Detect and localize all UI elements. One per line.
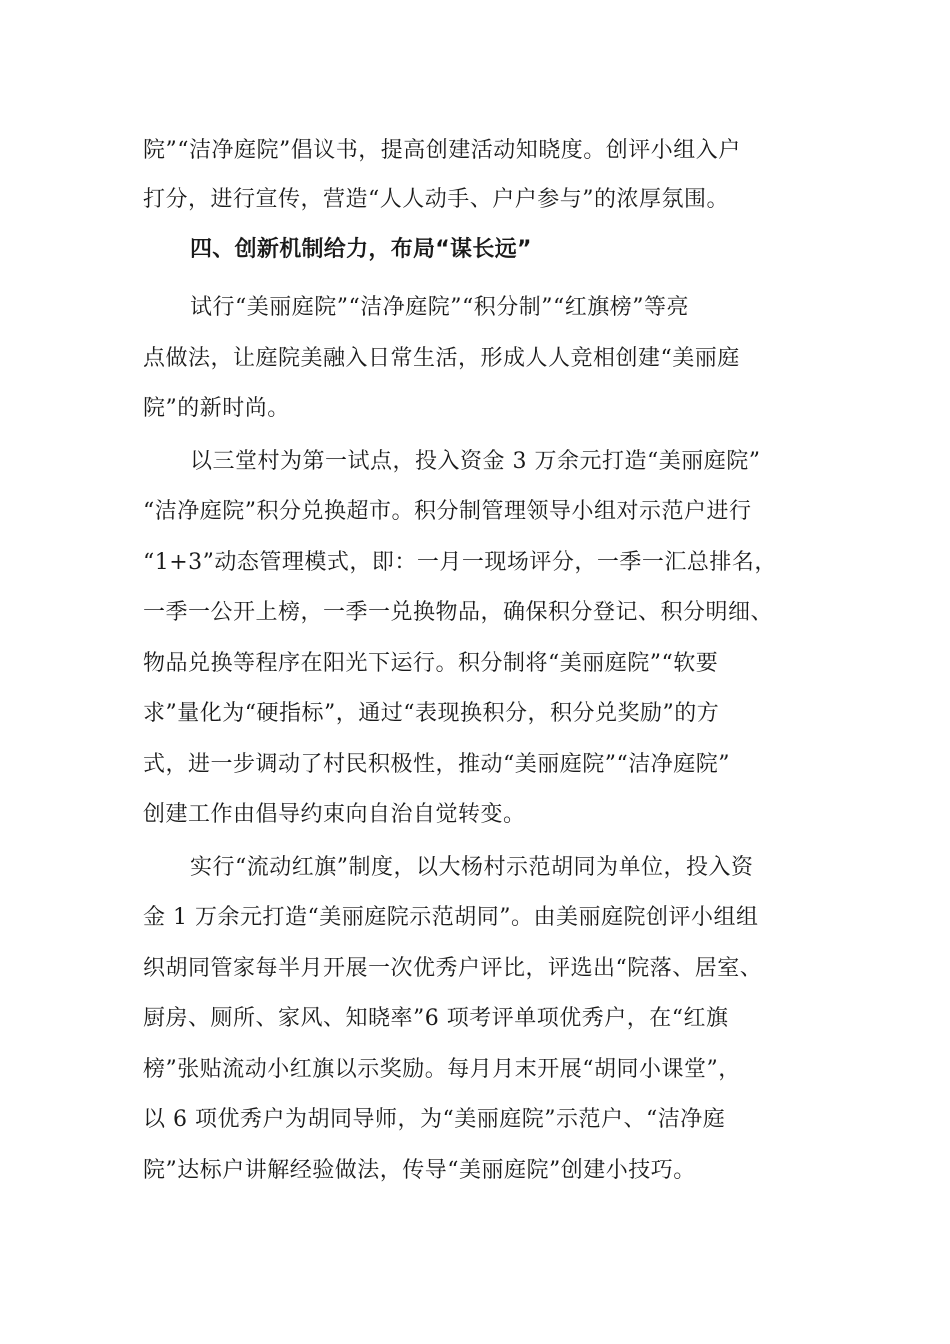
paragraph-4-line-3: 织胡同管家每半月开展一次优秀户评比，评选出“院落、居室、 [143, 956, 763, 981]
paragraph-3-line-8: 创建工作由倡导约束向自治自觉转变。 [143, 802, 526, 827]
paragraph-4-line-2: 金 1 万余元打造“美丽庭院示范胡同”。由美丽庭院创评小组组 [143, 905, 759, 930]
paragraph-4-line-4: 厨房、厕所、家风、知晓率”6 项考评单项优秀户，在“红旗 [143, 1006, 729, 1031]
paragraph-1-line-2: 打分，进行宣传，营造“人人动手、户户参与”的浓厚氛围。 [143, 187, 729, 212]
paragraph-4-line-5: 榜”张贴流动小红旗以示奖励。每月月末开展“胡同小课堂”， [143, 1057, 741, 1082]
paragraph-3-line-7: 式，进一步调动了村民积极性，推动“美丽庭院”“洁净庭院” [143, 752, 730, 777]
paragraph-3-line-5: 物品兑换等程序在阳光下运行。积分制将“美丽庭院”“软要 [143, 651, 719, 676]
paragraph-2-line-3: 院”的新时尚。 [143, 396, 290, 421]
paragraph-2-line-2: 点做法，让庭院美融入日常生活，形成人人竞相创建“美丽庭 [143, 346, 740, 371]
paragraph-3-line-1: 以三堂村为第一试点，投入资金 3 万余元打造“美丽庭院” [190, 449, 761, 474]
paragraph-4-line-1: 实行“流动红旗”制度，以大杨村示范胡同为单位，投入资 [190, 855, 754, 880]
paragraph-2-line-1: 试行“美丽庭院”“洁净庭院”“积分制”“红旗榜”等亮 [190, 295, 689, 320]
paragraph-3-line-2: “洁净庭院”积分兑换超市。积分制管理领导小组对示范户进行 [143, 499, 752, 524]
paragraph-4-line-7: 院”达标户讲解经验做法，传导“美丽庭院”创建小技巧。 [143, 1158, 696, 1183]
paragraph-3-line-6: 求”量化为“硬指标”，通过“表现换积分，积分兑奖励”的方 [143, 701, 720, 726]
paragraph-3-line-3: “1+3”动态管理模式，即：一月一现场评分，一季一汇总排名， [143, 550, 777, 575]
paragraph-3-line-4: 一季一公开上榜，一季一兑换物品，确保积分登记、积分明细、 [143, 600, 774, 625]
section-heading: 四、创新机制给力，布局“谋长远” [190, 237, 532, 262]
paragraph-1-line-1: 院”“洁净庭院”倡议书，提高创建活动知晓度。创评小组入户 [143, 138, 741, 163]
paragraph-4-line-6: 以 6 项优秀户为胡同导师，为“美丽庭院”示范户、“洁净庭 [143, 1107, 726, 1132]
